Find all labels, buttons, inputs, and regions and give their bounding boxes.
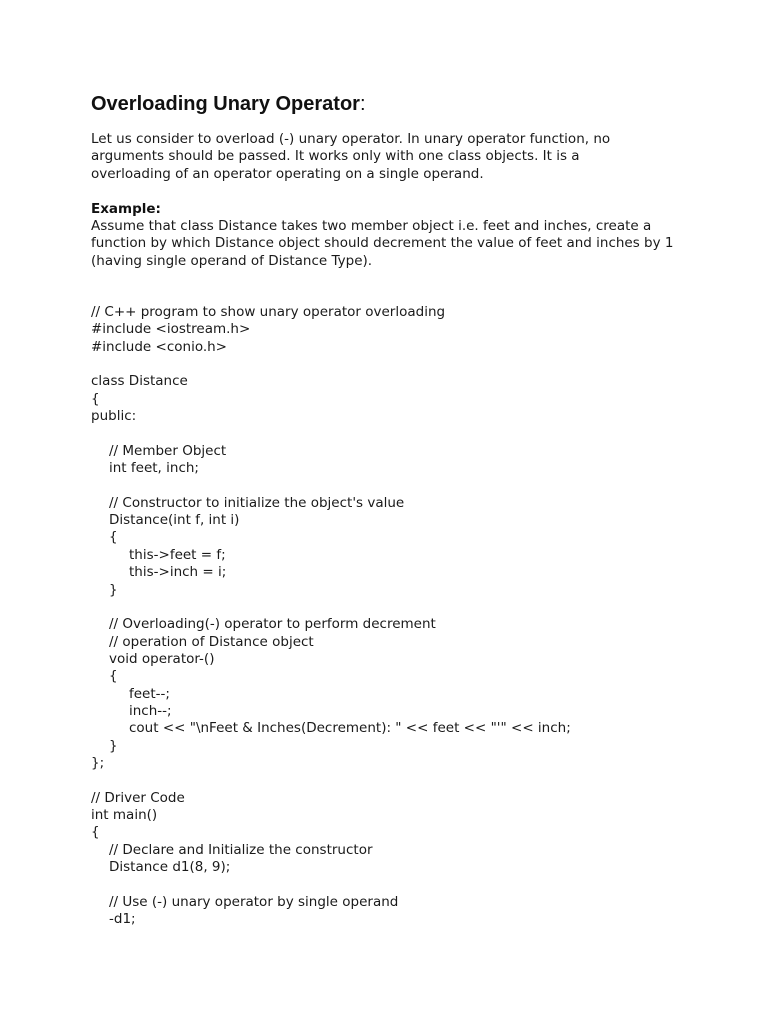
code-line: // Overloading(-) operator to perform decrement <box>109 616 436 633</box>
code-line <box>91 425 711 442</box>
code-line <box>91 356 711 373</box>
example-line: function by which Distance object should decrement the value of feet and inches by 1 <box>91 235 674 252</box>
example-line: (having single operand of Distance Type). <box>91 252 373 269</box>
code-line: // Constructor to initialize the object's value <box>109 494 405 511</box>
code-line: { <box>109 668 118 685</box>
page-title <box>91 91 366 117</box>
code-line: // Member Object <box>109 442 227 459</box>
code-line <box>91 772 711 789</box>
code-line: int feet, inch; <box>109 460 199 477</box>
code-line: }; <box>91 754 105 771</box>
code-line <box>91 876 711 893</box>
code-line: } <box>109 737 118 754</box>
code-line: this->inch = i; <box>129 564 227 581</box>
example-paragraph <box>91 218 711 270</box>
code-line: public: <box>91 408 137 425</box>
code-line: // Declare and Initialize the constructor <box>109 841 373 858</box>
intro-line: arguments should be passed. It works only with one class objects. It is a <box>91 148 580 165</box>
intro-paragraph <box>91 131 691 183</box>
code-line: feet--; <box>129 685 170 702</box>
code-line <box>91 599 711 616</box>
code-line: Distance(int f, int i) <box>109 512 240 529</box>
code-line: this->feet = f; <box>129 546 226 563</box>
code-line: inch--; <box>129 702 172 719</box>
title-suffix: : <box>359 93 366 115</box>
code-listing <box>91 304 711 928</box>
example-line: Assume that class Distance takes two member object i.e. feet and inches, create a <box>91 218 652 234</box>
code-line: // Driver Code <box>91 789 185 806</box>
code-line: { <box>91 390 100 407</box>
code-line: } <box>109 581 118 598</box>
code-line: { <box>109 529 118 546</box>
intro-line: Let us consider to overload (-) unary operator. In unary operator function, no <box>91 131 611 147</box>
code-line: void operator-() <box>109 650 215 667</box>
code-line: class Distance <box>91 373 188 390</box>
code-line: #include <iostream.h> <box>91 321 251 338</box>
example-heading: Example: <box>91 201 161 217</box>
code-line: #include <conio.h> <box>91 338 227 355</box>
title-text: Overloading Unary Operator <box>91 93 360 115</box>
code-line: // C++ program to show unary operator overloading <box>91 304 446 320</box>
intro-line: overloading of an operator operating on a single operand. <box>91 165 484 182</box>
code-line: cout << "\nFeet & Inches(Decrement): " << feet << "'" << inch; <box>129 720 571 737</box>
code-line: { <box>91 824 100 841</box>
code-line: -d1; <box>109 911 136 928</box>
code-line <box>91 477 711 494</box>
code-line: // operation of Distance object <box>109 633 314 650</box>
code-line: int main() <box>91 806 158 823</box>
code-line: Distance d1(8, 9); <box>109 859 231 875</box>
code-line: // Use (-) unary operator by single operand <box>109 893 399 910</box>
